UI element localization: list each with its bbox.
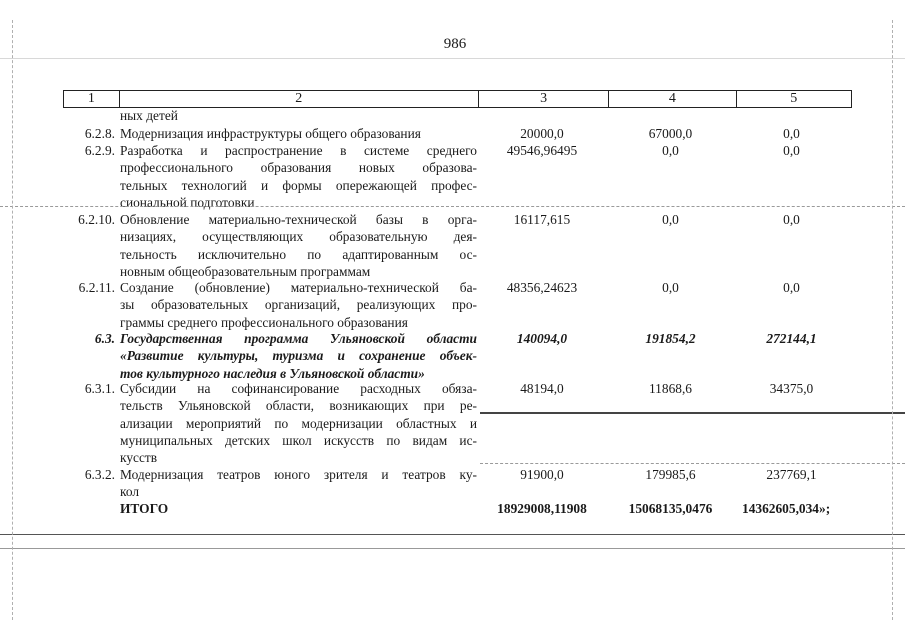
row-description [119,466,477,501]
value-col5: 0,0 [783,212,800,227]
value-col4: 11868,6 [648,381,693,396]
row-description [119,380,477,466]
value-col4: 0,0 [662,143,679,158]
value-col5: 0,0 [783,143,800,158]
value-col4: 179985,6 [645,467,696,482]
description-line: тов культурного наследия в Ульяновской области» [120,365,425,381]
description-line: ализации мероприятий по модернизации областных и [120,415,477,431]
table-row [63,279,850,331]
description-line: Государственная программа Ульяновской области [120,331,477,346]
value-col5: 0,0 [783,280,800,295]
scan-edge-mark [892,20,893,620]
description-line: ных детей [120,108,178,123]
scan-rule-top [0,58,905,59]
table-total-row [63,500,850,517]
description-line: Разработка и распространение в системе среднего [120,143,477,158]
table-row [63,125,850,142]
description-line: Создание (обновление) материально-технической ба- [120,280,477,295]
description-line: Субсидии на софинансирование расходных обяза- [120,381,477,396]
description-line: ИТОГО [120,501,169,516]
total-col4: 15068135,0476 [628,501,713,516]
description-line: Обновление материально-технической базы в орга- [120,212,477,227]
column-header-5: 5 [736,91,851,107]
description-line: низациях, осуществляющих образовательную дея- [120,229,477,245]
value-col3: 49546,96495 [506,143,578,158]
value-col3: 91900,0 [520,467,564,482]
description-line: кол [120,484,140,500]
row-number: 6.3.2. [84,467,115,482]
scan-dash-line [480,463,905,464]
row-description [119,125,477,142]
value-col4: 0,0 [662,280,679,295]
row-description [119,107,477,124]
description-line: тельств Ульяновской области, возникающих при ре- [120,398,477,414]
table-row [63,142,850,211]
total-col3: 18929008,11908 [497,501,587,516]
table-row [63,107,850,124]
value-col3: 48194,0 [520,381,564,396]
table-row [63,380,850,466]
column-header-4: 4 [608,91,735,107]
description-line: кусств [120,450,158,466]
row-description [119,211,477,280]
description-line: тельных технологий и формы опережающей профес- [120,177,477,193]
value-col3: 20000,0 [520,126,564,141]
description-line: зы образовательных организаций, реализующих про- [120,297,477,313]
column-header-1: 1 [87,91,95,106]
description-line: граммы среднего профессионального образования [120,314,408,330]
description-line: «Развитие культуры, туризма и сохранение объек- [120,348,477,364]
scan-rule-mid [480,412,905,414]
description-line: Модернизация инфраструктуры общего образования [120,126,421,141]
description-line: муниципальных детских школ искусств по видам ис- [120,432,477,448]
table-row [63,211,850,280]
table-header-row [63,90,852,108]
row-number: 6.3.1. [84,381,115,396]
value-col4: 67000,0 [648,126,693,141]
row-description [119,330,477,382]
value-col5: 34375,0 [769,381,814,396]
column-header-2: 2 [119,91,478,107]
row-number: 6.3. [94,331,115,346]
value-col3: 140094,0 [516,331,568,346]
row-description [119,279,477,331]
value-col5: 237769,1 [766,467,817,482]
description-line: профессионального образования новых образова- [120,160,477,176]
row-description [119,142,477,211]
row-number: 6.2.11. [78,280,115,295]
bottom-rule [0,548,905,549]
description-line: сиональной подготовки [120,194,255,210]
table-row [63,330,850,382]
bottom-rule [0,534,905,535]
table-row [63,466,850,501]
row-number: 6.2.8. [84,126,115,141]
value-col3: 16117,615 [513,212,571,227]
row-number [63,107,119,124]
row-number: 6.2.10. [78,212,115,227]
value-col3: 48356,24623 [506,280,578,295]
scan-dash-line [0,206,905,207]
value-col4: 0,0 [662,212,679,227]
description-line: новным общеобразовательным программам [120,263,371,279]
total-label [119,500,477,517]
value-col5: 272144,1 [766,331,817,346]
row-number [63,500,119,517]
description-line: тельность исключительно по адаптированным ос- [120,246,477,262]
page-number: 986 [443,36,467,52]
scan-edge-mark [12,20,13,620]
description-line: Модернизация театров юного зрителя и театров ку- [120,467,477,482]
value-col5: 0,0 [783,126,800,141]
total-col5: 14362605,034»; [742,501,831,516]
row-number: 6.2.9. [84,143,115,158]
column-header-3: 3 [478,91,608,107]
value-col4: 191854,2 [645,331,696,346]
